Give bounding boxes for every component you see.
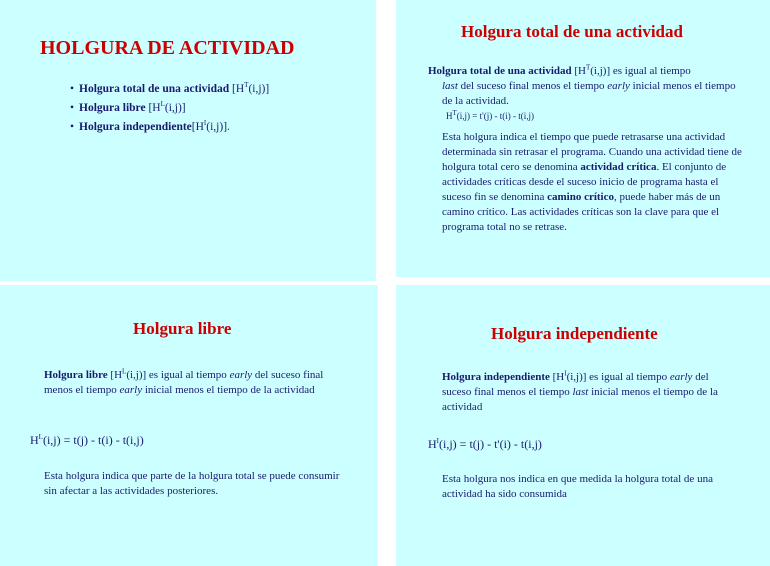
free-slack-definition: Holgura libre $[H^L(i,j)]$ es igual al tiempo early del suceso final menos el tiempo early inicial menos el tiempo de la actividad bbox=[44, 367, 324, 396]
slide-title-independent-slack: Holgura independiente bbox=[491, 324, 658, 343]
free-slack-formula: $H^L(i,j) = t(j) - t(i) - t(i,j)$ bbox=[30, 433, 144, 447]
slide-title-total-slack: Holgura total de una actividad bbox=[461, 22, 683, 41]
list-item: • Holgura total de una actividad $[H^T(i,j)]$ bbox=[70, 82, 269, 101]
independent-slack-definition: Holgura independiente $[H^I(i,j)]$ es igual al tiempo early del suceso final menos el tiempo last inicial menos el tiempo de la actividad bbox=[442, 369, 718, 413]
slack-types-list bbox=[70, 82, 269, 139]
total-slack-formula: $H^T(i,j) = t'(j) - t(i) - t(i,j)$ bbox=[446, 109, 534, 121]
slide-title-free-slack: Holgura libre bbox=[133, 319, 232, 338]
independent-slack-explanation: Esta holgura nos indica en que medida la holgura total de una actividad ha sido consumida bbox=[442, 473, 713, 500]
list-item: • Holgura libre $[H^L(i,j)]$ bbox=[70, 101, 269, 120]
slide-title-overview: HOLGURA DE ACTIVIDAD bbox=[40, 37, 295, 59]
total-slack-explanation: Esta holgura indica el tiempo que puede retrasarse una actividad determinada sin retrasar el programa. Cuando una actividad tiene de holgura total cero se denomina actividad crítica. El conjunto de actividades críticas desde el suceso inicio de programa hasta el suceso fin se denomina camino crítico, puede haber más de un camino crítico. Las actividades críticas son la clave para que el programa total no se retrase. bbox=[442, 131, 742, 233]
independent-slack-formula: $H^I(i,j) = t(j) - t'(i) - t(i,j)$ bbox=[428, 437, 542, 451]
free-slack-explanation: Esta holgura indica que parte de la holgura total se puede consumir sin afectar a las actividades posteriores. bbox=[44, 470, 340, 497]
list-item: • Holgura $independiente[H^I(i,j)]$. bbox=[70, 120, 269, 139]
total-slack-definition: Holgura total de una actividad $[H^T(i,j)]$ es igual al tiempo last del suceso final menos el tiempo early inicial menos el tiempo de la actividad. bbox=[428, 63, 736, 107]
